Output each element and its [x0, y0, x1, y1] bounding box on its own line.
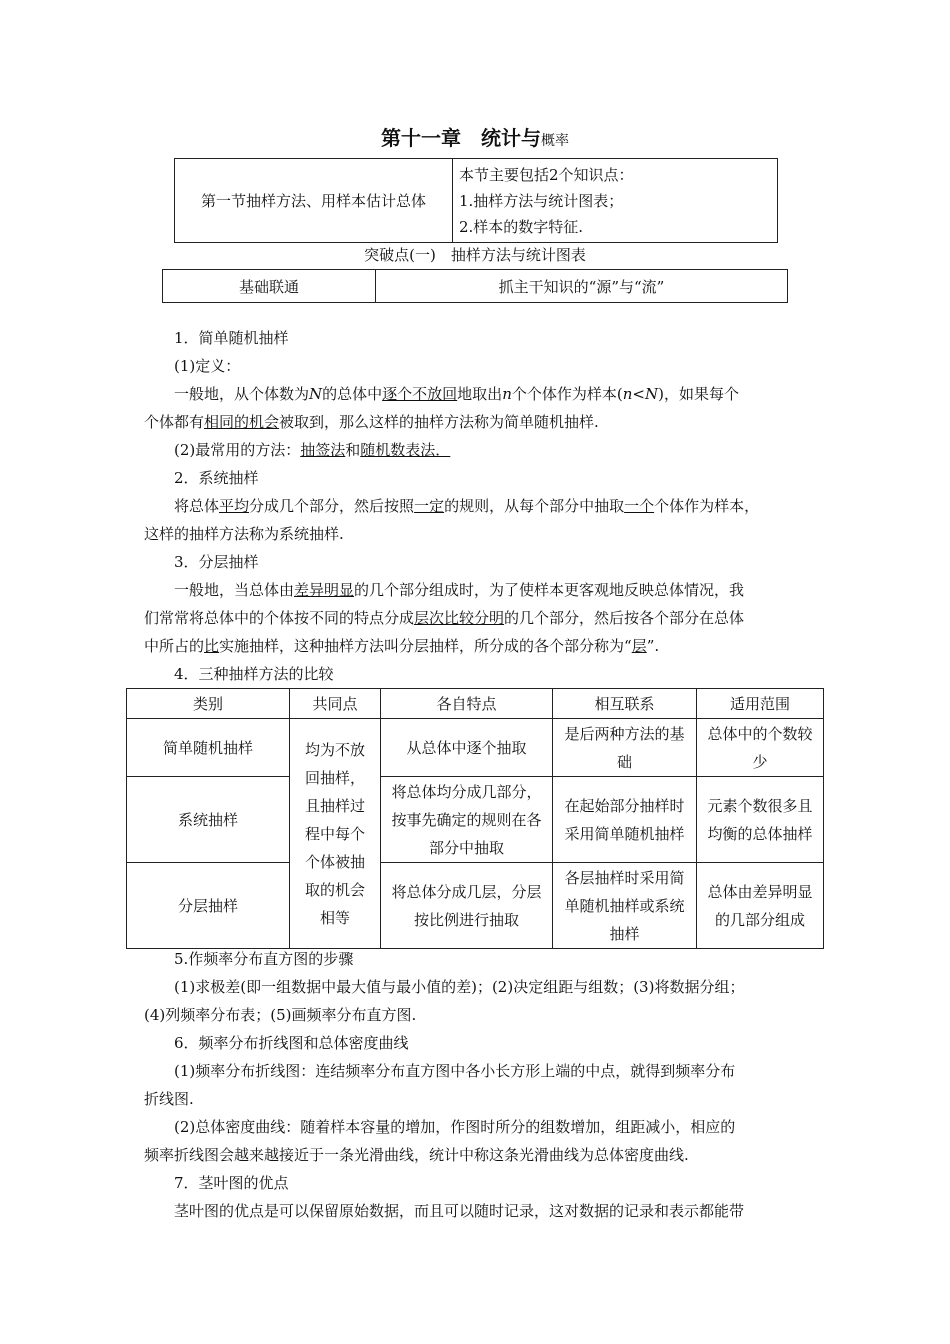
s4-heading: 4．三种抽样方法的比较	[174, 665, 334, 683]
s6-line2: 折线图.	[144, 1090, 194, 1108]
s1-heading: 1．简单随机抽样	[174, 329, 289, 347]
s3-heading: 3．分层抽样	[174, 553, 259, 571]
breakpoint-heading: 突破点(一) 抽样方法与统计图表	[364, 246, 586, 264]
header-feature: 各自特点	[381, 689, 553, 719]
row-name: 简单随机抽样	[127, 719, 290, 777]
s6-line4: 频率折线图会越来越接近于一条光滑曲线，统计中称这条光滑曲线为总体密度曲线.	[144, 1146, 689, 1164]
s1-paragraph-line2: 个体都有相同的机会被取到，那么这样的抽样方法称为简单随机抽样.	[144, 413, 599, 431]
row-scope: 总体由差异明显的几部分组成	[697, 863, 824, 949]
row-scope: 总体中的个数较少	[697, 719, 824, 777]
page-title: 第十一章 统计与概率	[381, 126, 569, 150]
comparison-table	[126, 688, 824, 949]
banner-right: 抓主干知识的“源”与“流”	[376, 270, 788, 303]
row-name: 分层抽样	[127, 863, 290, 949]
row-feature: 从总体中逐个抽取	[381, 719, 553, 777]
s6-heading: 6．频率分布折线图和总体密度曲线	[174, 1034, 409, 1052]
content-part-2	[144, 945, 824, 1225]
s1-paragraph-line1: 一般地，从个体数为N的总体中逐个不放回地取出n个个体作为样本(n<N)，如果每个	[174, 385, 739, 403]
common-points: 均为不放回抽样，且抽样过程中每个个体被抽取的机会相等	[290, 719, 381, 949]
header-scope: 适用范围	[697, 689, 824, 719]
s5-line2: (4)列频率分布表；(5)画频率分布直方图.	[144, 1006, 417, 1024]
content-part-1	[144, 324, 824, 688]
banner-table	[162, 269, 788, 303]
s7-line1: 茎叶图的优点是可以保留原始数据，而且可以随时记录，这对数据的记录和表示都能带	[174, 1202, 745, 1220]
s2-heading: 2．系统抽样	[174, 469, 259, 487]
header-category: 类别	[127, 689, 290, 719]
row-scope: 元素个数很多且均衡的总体抽样	[697, 777, 824, 863]
s3-paragraph-line3: 中所占的比实施抽样，这种抽样方法叫分层抽样，所分成的各个部分称为“层”.	[144, 637, 660, 655]
s2-paragraph-line2: 这样的抽样方法称为系统抽样.	[144, 525, 344, 543]
s7-heading: 7．茎叶图的优点	[174, 1174, 289, 1192]
row-relation: 各层抽样时采用简单随机抽样或系统抽样	[553, 863, 697, 949]
s1-def-label: (1)定义：	[174, 357, 241, 375]
row-relation: 在起始部分抽样时采用简单随机抽样	[553, 777, 697, 863]
s3-paragraph-line1: 一般地，当总体由差异明显的几个部分组成时，为了使样本更客观地反映总体情况，我	[174, 581, 745, 599]
s3-paragraph-line2: 们常常将总体中的个体按不同的特点分成层次比较分明的几个部分，然后按各个部分在总体	[144, 609, 745, 627]
s2-paragraph-line1: 将总体平均分成几个部分，然后按照一定的规则，从每个部分中抽取一个个体作为样本，	[174, 497, 760, 515]
knowledge-points: 本节主要包括2个知识点： 1.抽样方法与统计图表； 2.样本的数字特征.	[453, 159, 778, 243]
s5-heading: 5.作频率分布直方图的步骤	[174, 950, 354, 968]
header-common: 共同点	[290, 689, 381, 719]
s6-line1: (1)频率分布折线图：连结频率分布直方图中各小长方形上端的中点，就得到频率分布	[174, 1062, 736, 1080]
row-feature: 将总体分成几层，分层按比例进行抽取	[381, 863, 553, 949]
section-overview-table	[174, 158, 778, 243]
row-relation: 是后两种方法的基础	[553, 719, 697, 777]
header-relation: 相互联系	[553, 689, 697, 719]
s5-line1: (1)求极差(即一组数据中最大值与最小值的差)；(2)决定组距与组数；(3)将数据分组；	[174, 978, 745, 996]
s6-line3: (2)总体密度曲线：随着样本容量的增加，作图时所分的组数增加，组距减小，相应的	[174, 1118, 736, 1136]
s1-methods: (2)最常用的方法：抽签法和随机数表法．	[174, 441, 451, 459]
banner-left: 基础联通	[163, 270, 376, 303]
row-feature: 将总体均分成几部分，按事先确定的规则在各部分中抽取	[381, 777, 553, 863]
section-name: 第一节抽样方法、用样本估计总体	[175, 159, 453, 243]
row-name: 系统抽样	[127, 777, 290, 863]
